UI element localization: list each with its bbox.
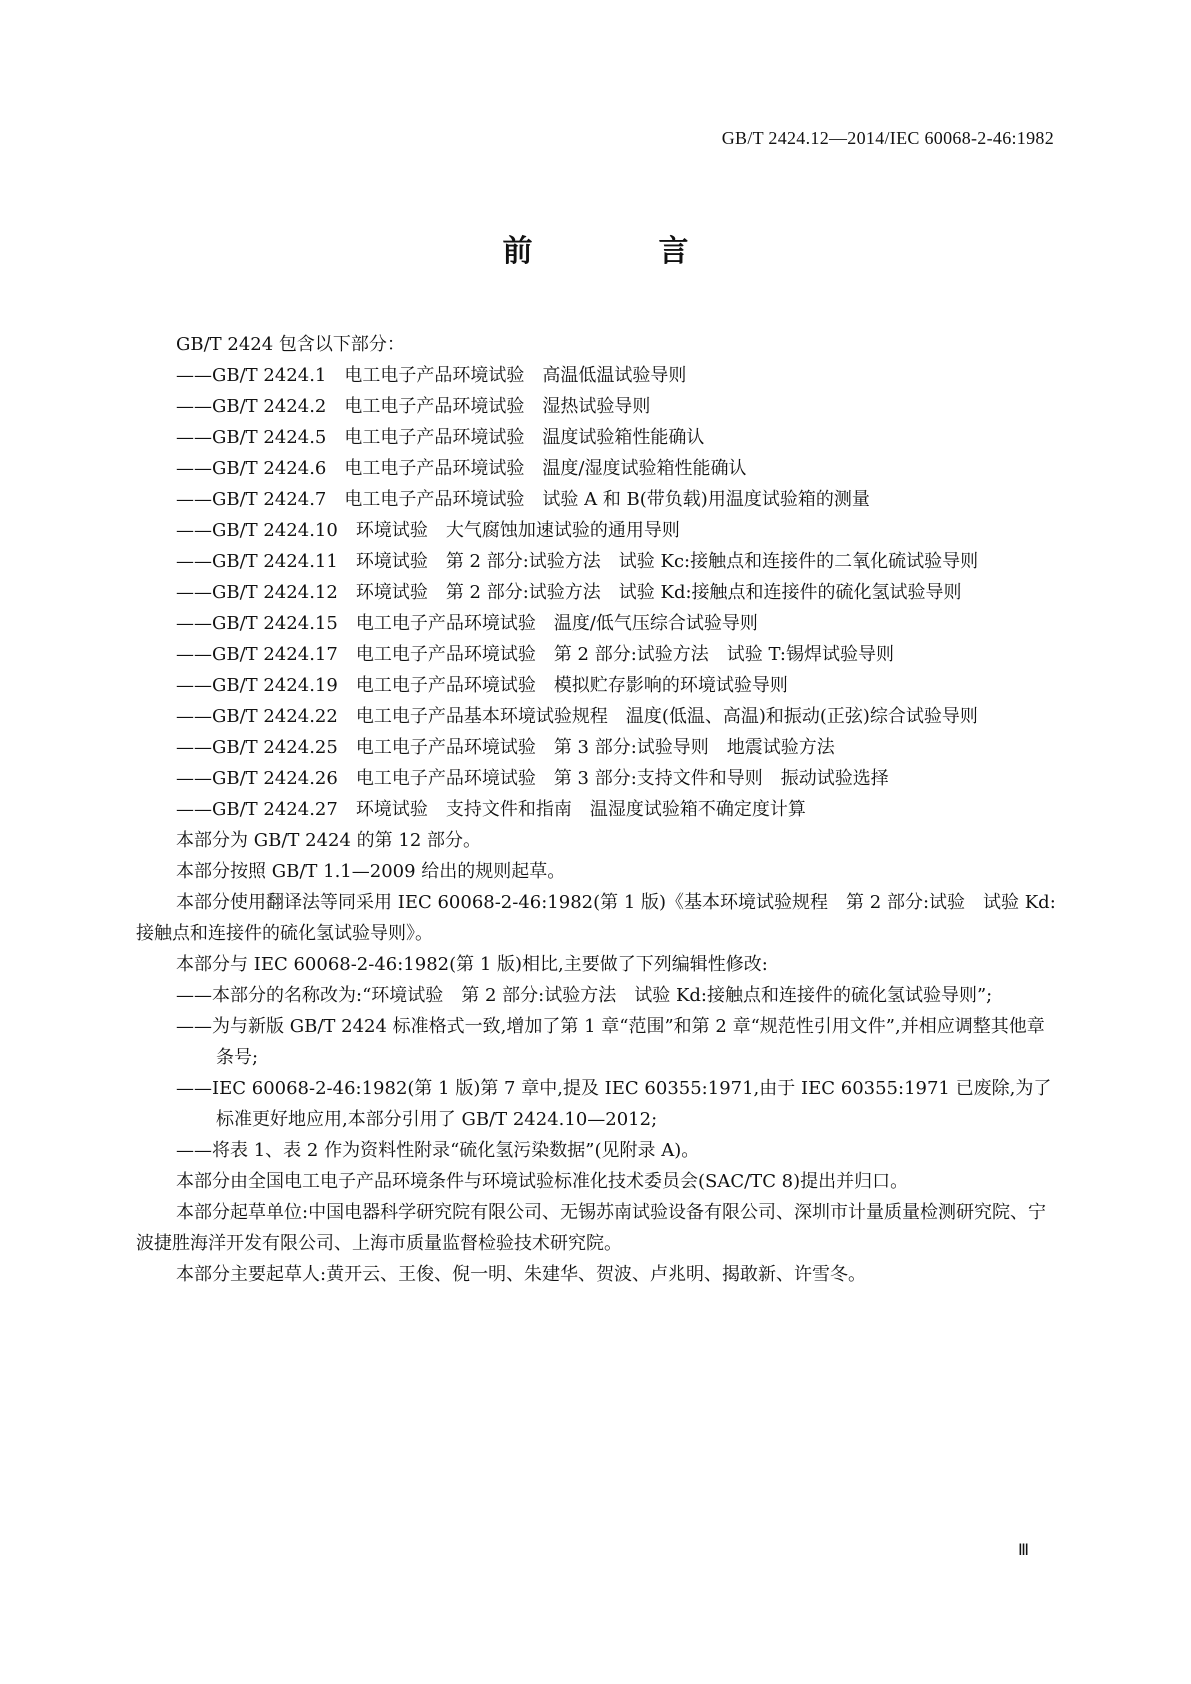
list-item: ——GB/T 2424.7 电工电子产品环境试验 试验 A 和 B(带负载)用温度试验箱的测量 xyxy=(176,489,870,510)
paragraph-drafters: 本部分主要起草人:黄开云、王俊、倪一明、朱建华、贺波、卢兆明、揭敢新、许雪冬。 xyxy=(176,1264,867,1285)
foreword-body xyxy=(136,329,1056,1290)
list-item: ——GB/T 2424.17 电工电子产品环境试验 第 2 部分:试验方法 试验 T:锡焊试验导则 xyxy=(176,644,894,665)
list-item: ——GB/T 2424.11 环境试验 第 2 部分:试验方法 试验 Kc:接触点和连接件的二氧化硫试验导则 xyxy=(176,551,979,572)
paragraph-part-number: 本部分为 GB/T 2424 的第 12 部分。 xyxy=(176,830,481,851)
list-item: ——GB/T 2424.22 电工电子产品基本环境试验规程 温度(低温、高温)和振动(正弦)综合试验导则 xyxy=(176,706,978,727)
list-item: ——为与新版 GB/T 2424 标准格式一致,增加了第 1 章“范围”和第 2 章“规范性引用文件”,并相应调整其他章条号; xyxy=(176,1016,1045,1068)
list-item: ——GB/T 2424.25 电工电子产品环境试验 第 3 部分:试验导则 地震试验方法 xyxy=(176,737,835,758)
list-item: ——GB/T 2424.6 电工电子产品环境试验 温度/湿度试验箱性能确认 xyxy=(176,458,747,479)
list-item: ——GB/T 2424.10 环境试验 大气腐蚀加速试验的通用导则 xyxy=(176,520,680,541)
paragraph-changes-intro: 本部分与 IEC 60068-2-46:1982(第 1 版)相比,主要做了下列编辑性修改: xyxy=(176,954,768,975)
list-item: ——GB/T 2424.2 电工电子产品环境试验 湿热试验导则 xyxy=(176,396,651,417)
list-item: ——本部分的名称改为:“环境试验 第 2 部分:试验方法 试验 Kd:接触点和连接件的硫化氢试验导则”; xyxy=(176,985,993,1006)
list-item: ——GB/T 2424.26 电工电子产品环境试验 第 3 部分:支持文件和导则 振动试验选择 xyxy=(176,768,889,789)
list-item: ——将表 1、表 2 作为资料性附录“硫化氢污染数据”(见附录 A)。 xyxy=(176,1140,700,1161)
list-item: ——GB/T 2424.15 电工电子产品环境试验 温度/低气压综合试验导则 xyxy=(176,613,758,634)
page-title: 前 言 xyxy=(502,234,737,269)
list-item: ——GB/T 2424.1 电工电子产品环境试验 高温低温试验导则 xyxy=(176,365,687,386)
paragraph-drafting-units: 本部分起草单位:中国电器科学研究院有限公司、无锡苏南试验设备有限公司、深圳市计量质量检测研究院、宁波捷胜海洋开发有限公司、上海市质量监督检验技术研究院。 xyxy=(136,1202,1047,1254)
paragraph-drafting-rules: 本部分按照 GB/T 1.1—2009 给出的规则起草。 xyxy=(176,861,566,882)
list-item: ——GB/T 2424.27 环境试验 支持文件和指南 温湿度试验箱不确定度计算 xyxy=(176,799,806,820)
changes-list xyxy=(136,980,1056,1166)
intro-paragraph: GB/T 2424 包含以下部分： xyxy=(176,334,405,355)
standard-header: GB/T 2424.12—2014/IEC 60068-2-46:1982 xyxy=(721,128,1054,148)
list-item: ——GB/T 2424.12 环境试验 第 2 部分:试验方法 试验 Kd:接触点和连接件的硫化氢试验导则 xyxy=(176,582,962,603)
page-number: Ⅲ xyxy=(1017,1542,1029,1559)
list-item: ——IEC 60068-2-46:1982(第 1 版)第 7 章中,提及 IEC 60355:1971,由于 IEC 60355:1971 已废除,为了标准更好地应用,本部分引用了 GB/T 2424.10—2012; xyxy=(176,1078,1052,1130)
paragraph-adoption: 本部分使用翻译法等同采用 IEC 60068-2-46:1982(第 1 版)《基本环境试验规程 第 2 部分:试验 试验 Kd:接触点和连接件的硫化氢试验导则》。 xyxy=(136,892,1056,944)
list-item: ——GB/T 2424.5 电工电子产品环境试验 温度试验箱性能确认 xyxy=(176,427,705,448)
paragraph-proposer: 本部分由全国电工电子产品环境条件与环境试验标准化技术委员会(SAC/TC 8)提出并归口。 xyxy=(176,1171,909,1192)
parts-list xyxy=(136,360,1056,825)
list-item: ——GB/T 2424.19 电工电子产品环境试验 模拟贮存影响的环境试验导则 xyxy=(176,675,788,696)
